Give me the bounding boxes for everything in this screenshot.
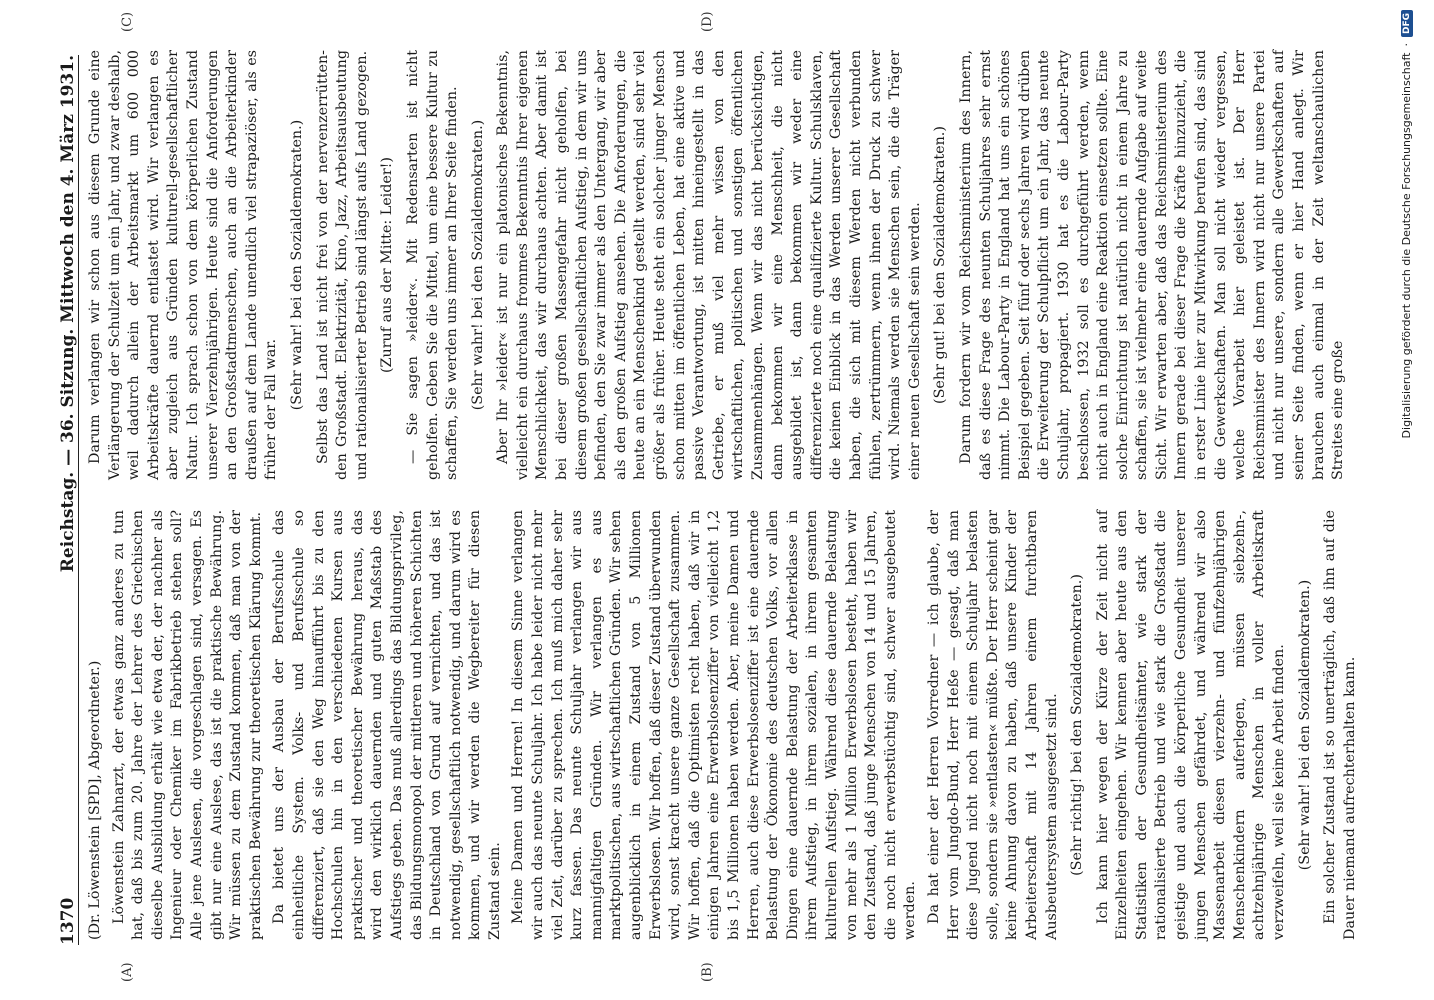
right-paragraph-4: Aber Ihr »leider« ist nur ein platonisches Bekenntnis, vielleicht ein durchaus frommes Bekenntnis Ihrer eigenen Menschlichkeit, das wir durchaus achten. Aber damit ist bei dieser großen Massengefahr nicht geholfen, bei diesem großen gesellschaftlichen Aufstieg, in dem wir uns befinden, den Sie zwar immer als den Untergang, wir aber als den großen Aufstieg ansehen. Die Anforderungen, die heute an ein Menschenkind gestellt werden, sind sehr viel größer als früher. Heute steht ein solcher junger Mensch schon mitten im öffentlichen Leben, hat eine aktive und passive Verantwortung, ist mitten hineingestellt in das Getriebe, er muß viel mehr wissen von den wirtschaftlichen, politischen und sonstigen öffentlichen Zusammenhängen. Wenn wir das nicht berücksichtigen, dann bekommen wir eine Menschheit, die nicht ausgebildet ist, dann bekommen wir weder eine differenzierte noch eine qualifizierte Kultur. Schulsklaven, die keinen Einblick in das Werden unserer Gesellschaft haben, die sich mit diesem Werden nicht verbunden fühlen, zertrümmern, wenn ihnen der Druck zu schwer wird. Niemals werden sie Menschen sein, die die Träger einer neuen Gesellschaft sein werden.: [495, 50, 923, 480]
credit-text: Digitalisierung gefördert durch die Deutsche Forschungsgemeinschaft: [1400, 52, 1413, 439]
right-paragraph-5: Darum fordern wir vom Reichsministerium des Innern, daß es diese Frage des neunten Schuljahres sehr ernst nimmt. Die Labour-Party in England hat uns ein schönes Beispiel gegeben. Seit fünf oder sechs Jahren wird drüben die Erweiterung der Schulpflicht um ein Jahr, das neunte Schuljahr, propagiert. 1930 hat es die Labour-Party beschlossen, 1932 soll es durchgeführt werden, wenn nicht auch in England eine Reaktion einsetzen sollte. Eine solche Einrichtung ist natürlich nicht in einem Jahre zu schaffen, sie ist vielmehr eine dauernde Aufgabe auf weite Sicht. Wir erwarten aber, daß das Reichsministerium des Innern gerade bei dieser Frage die Kräfte hinzuzieht, die in erster Linie hier zur Mitwirkung berufen sind, das sind die Gewerkschaften. Man soll nicht wieder vergessen, welche Vorarbeit hier geleistet ist. Der Herr Reichsminister des Innern wird nicht nur unsere Partei und nicht nur unsere, sondern alle Gewerkschaften auf seiner Seite finden, wenn er hier Hand anlegt. Wir brauchen auch einmal in der Zeit weltanschaulichen Streites eine große: [957, 50, 1347, 480]
dfg-logo: DFG: [1401, 10, 1413, 37]
left-paragraph-5: Ich kann hier wegen der Kürze der Zeit nicht auf Einzelheiten eingehen. Wir kennen aber heute aus den Statistiken der Gesundheitsämter, wie stark der rationalisierte Betrieb und wie stark die Großstadt die geistige und auch die körperliche Gesundheit unserer jungen Menschen gefährdet, und während wir also Massenarbeit diesen vierzehn- und fünfzehnjährigen Menschenkindern auferlegen, müssen siebzehn-, achtzehnjährige Menschen in voller Arbeitskraft verzweifeln, weil sie keine Arbeit finden.: [1094, 510, 1288, 940]
page-header: [52, 55, 79, 945]
page-number: 1370: [58, 897, 78, 945]
margin-mark-c: (C): [120, 11, 135, 32]
left-paragraph-3: Meine Damen und Herren! In diesem Sinne verlangen wir auch das neunte Schuljahr. Ich habe leider nicht mehr viel Zeit, darüber zu sprechen. Ich muß mich daher sehr kurz fassen. Das neunte Schuljahr verlangen wir aus mannigfaltigen Gründen. Wir verlangen es aus marktpolitischen, aus wirtschaftlichen Gründen. Wir sehen augenblicklich in einem Zustand von 5 Millionen Erwerbslosen. Wir hoffen, daß dieser Zustand überwunden wird, sonst kracht unsere ganze Gesellschaft zusammen. Wir hoffen, daß die Optimisten recht haben, daß wir in einigen Jahren eine Erwerbslosenziffer von vielleicht 1,2 bis 1,5 Millionen haben werden. Aber, meine Damen und Herren, auch diese Erwerbslosenziffer ist eine dauernde Belastung der Ökonomie des deutschen Volks, vor allen Dingen eine dauernde Belastung der Arbeiterklasse in ihrem Aufstieg, in ihrem sozialen, in ihrem gesamten kulturellen Aufstieg. Während diese dauernde Belastung von mehr als 1 Million Erwerbslosen besteht, haben wir den Zustand, daß junge Menschen von 14 und 15 Jahren, die noch nicht erwerbstüchtig sind, schwer ausgebeutet werden.: [510, 510, 919, 940]
margin-mark-a: (A): [120, 962, 135, 982]
left-paragraph-4: Da hat einer der Herren Vorredner — ich glaube, der Herr vom Jungdo-Bund, Herr Heße — gesagt, daß man diese Jugend nicht noch mit einem Schuljahr belasten solle, sondern sie »entlasten« müßte. Der Herr scheint gar keine Ahnung davon zu haben, daß unsere Kinder der Arbeiterschaft mit 14 Jahren einem furchtbaren Ausbeutersystem ausgesetzt sind.: [925, 510, 1060, 940]
right-interjection-3: (Sehr wahr! bei den Sozialdemokraten.): [469, 119, 486, 411]
right-interjection-4: (Sehr gut! bei den Sozialdemokraten.): [932, 126, 949, 404]
page-title: Reichstag. — 36. Sitzung. Mittwoch den 4. März 1931.: [58, 55, 78, 573]
right-interjection-2: (Zuruf aus der Mitte: Leider!): [379, 156, 396, 374]
left-paragraph-6: Ein solcher Zustand ist so unerträglich, daß ihn auf die Dauer niemand aufrechterhalten kann.: [1322, 510, 1358, 940]
right-paragraph-2: Selbst das Land ist nicht frei von der nervenzerrüttenden Großstadt. Elektrizität, Kino, Jazz, Arbeitsausbeutung und rationalisierter Betrieb sind längst aufs Land gezogen.: [314, 50, 370, 480]
margin-mark-b: (B): [700, 962, 715, 982]
digitization-credit: Digitalisierung gefördert durch die Deutsche Forschungsgemeinschaft · DFG: [1400, 10, 1413, 970]
right-paragraph-1: Darum verlangen wir schon aus diesem Grunde eine Verlängerung der Schulzeit um ein Jahr, und zwar deshalb, weil dadurch allein der Arbeitsmarkt um 600 000 Arbeitskräfte dauernd entlastet wird. Wir verlangen es aber zugleich aus Gründen kulturell-gesellschaftlicher Natur. Ich sprach schon von dem körperlichen Zustand unserer Vierzehnjährigen. Heute sind die Anforderungen an den Großstadtmenschen, auch an die Arbeiterkinder draußen auf dem Lande unendlich viel strapaziöser, als es früher der Fall war.: [87, 50, 280, 480]
left-interjection-2: (Sehr wahr! bei den Sozialdemokraten.): [1296, 579, 1313, 871]
left-paragraph-2: Da bietet uns der Ausbau der Berufsschule das einheitliche System. Volks- und Berufsschule so differenziert, daß sie den Weg hinaufführt bis zu den Hochschulen hin in den verschiedenen Kursen aus praktischer und theoretischer Bewährung heraus, das wird den wirklich dauernden und guten Maßstab des Aufstiegs geben. Das muß allerdings das Bildungsprivileg, das Bildungsmonopol der mittleren und höheren Schichten in Deutschland von Grund auf vernichten, und das ist notwendig, gesellschaftlich notwendig, und darum wird es kommen, und wir werden die Wegbereiter für diesen Zustand sein.: [271, 510, 503, 940]
right-paragraph-3: — Sie sagen »leider«. Mit Redensarten ist nicht geholfen. Geben Sie die Mittel, um eine bessere Kultur zu schaffen, Sie werden uns immer an Ihrer Seite finden.: [404, 50, 461, 480]
left-interjection-1: (Sehr richtig! bei den Sozialdemokraten.): [1069, 574, 1086, 876]
right-column: [86, 50, 1347, 480]
margin-mark-d: (D): [700, 11, 715, 32]
left-paragraph-1: Löwenstein Zahnarzt, der etwas ganz anderes zu tun hat, daß bis zum 20. Jahre der Lehrer des Griechischen dieselbe Ausbildung erhält wie etwa der, der nachher als Ingenieur oder Chemiker im Fabrikbetrieb stehen soll? Alle jene Auslesen, die vorgeschlagen sind, versagen. Es gibt nur eine Auslese, das ist die praktische Bewährung. Wir müssen zu dem Zustand kommen, daß man von der praktischen Bewährung zur theoretischen Klärung kommt.: [110, 510, 264, 940]
left-column: [86, 510, 1358, 940]
speaker-line: (Dr. Löwenstein [SPD], Abgeordneter.): [87, 660, 103, 940]
right-interjection-1: (Sehr wahr! bei den Sozialdemokraten.): [288, 119, 305, 411]
